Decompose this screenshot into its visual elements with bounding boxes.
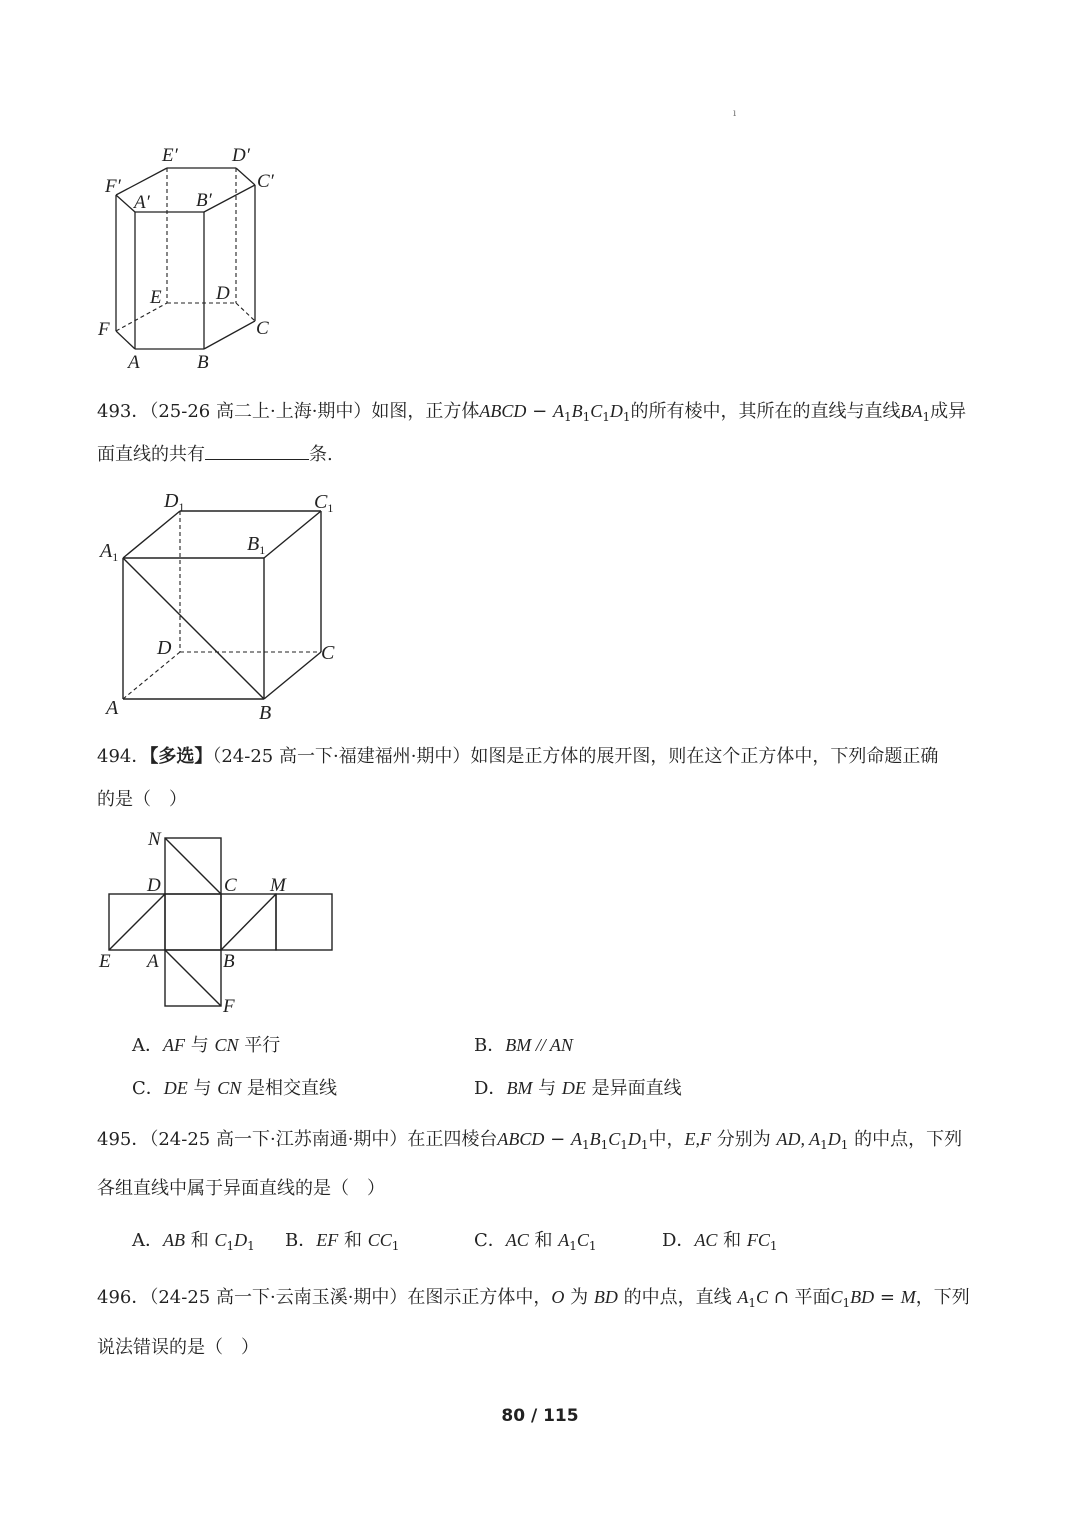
text: 是相交直线 (241, 1078, 337, 1099)
label-D1: $D_1$ (164, 490, 185, 514)
label-F: F (98, 319, 110, 340)
q494-number: 494． (97, 746, 150, 767)
q494-line2 (97, 789, 187, 811)
q496-C: C (755, 1287, 768, 1307)
sub1: 1 (391, 1239, 400, 1253)
q495-option-d[interactable] (662, 1229, 778, 1257)
page-number: 80 / 115 (501, 1406, 579, 1426)
q495-D1b: D (827, 1129, 841, 1149)
q493-answer-blank[interactable] (205, 443, 309, 460)
sub1: 1 (820, 1138, 828, 1152)
label-E: E (99, 951, 111, 972)
sub1: 1 (602, 410, 610, 424)
net-face-center (165, 894, 221, 950)
option-letter: B． (285, 1230, 317, 1251)
label-B: B (259, 702, 272, 724)
q496-O: O (551, 1287, 565, 1307)
label-C1: $C_1$ (314, 491, 334, 515)
edge-FpEp (116, 168, 167, 195)
label-A: A (128, 352, 140, 373)
label-C: C (224, 875, 237, 896)
q495-text4: 的中点，下列 (848, 1129, 963, 1150)
label-Bp: B′ (196, 190, 212, 211)
q495-text1: 在正四棱台 (407, 1129, 498, 1150)
diagonal-NC (165, 838, 221, 894)
sub1: 1 (640, 1138, 649, 1152)
q495-A1: A (570, 1129, 582, 1149)
sub1: 1 (922, 410, 931, 424)
math: D (234, 1230, 248, 1250)
q495-B1: B (589, 1129, 601, 1149)
sub1: 1 (226, 1239, 235, 1253)
option-letter: A． (132, 1035, 163, 1056)
q494-source: （24-25 高一下·福建福州·期中） (212, 746, 471, 767)
sub1: 1 (748, 1296, 756, 1310)
math: CN (214, 1035, 239, 1055)
option-letter: D． (662, 1230, 695, 1251)
math: CC (367, 1230, 392, 1250)
sub1: 1 (563, 410, 572, 424)
q493-line2-text: 面直线的共有 (97, 444, 205, 465)
text: 与 (187, 1078, 218, 1099)
diagonal-ED (109, 894, 165, 950)
q495-line1 (97, 1128, 962, 1156)
math: DE (561, 1078, 586, 1098)
q496-BD: BD (593, 1287, 618, 1307)
net-face-far-right (276, 894, 332, 950)
label-C: C (256, 318, 269, 339)
q496-BD2: BD (850, 1287, 875, 1307)
math: FC (746, 1230, 770, 1250)
sub1: 1 (581, 1138, 590, 1152)
q494-text1: 如图是正方体的展开图，则在这个正方体中，下列命题正确 (470, 746, 939, 767)
math: CN (217, 1078, 242, 1098)
q493-text3: 成异 (930, 401, 967, 422)
math: AB (163, 1230, 185, 1250)
math: C (214, 1230, 227, 1250)
text: 与 (532, 1078, 562, 1099)
q496-text5: ，下列 (915, 1287, 970, 1308)
q493-dash: − (526, 401, 553, 422)
q494-line1 (97, 746, 938, 768)
text: 和 (185, 1230, 215, 1251)
q495-cube: ABCD (497, 1129, 545, 1149)
hexagonal-prism-figure (90, 138, 290, 378)
text: 和 (717, 1230, 747, 1251)
label-A1: $A_1$ (100, 540, 119, 564)
edge-B1C1 (264, 511, 321, 558)
label-N: N (148, 829, 161, 850)
q495-AD: AD, A (776, 1129, 821, 1149)
edge-DC (236, 303, 255, 321)
diagonal-A1B (123, 558, 264, 699)
text: 是异面直线 (585, 1078, 682, 1099)
q493-A1: A (552, 401, 564, 421)
q495-D1: D (627, 1129, 641, 1149)
sub1: 1 (588, 1239, 597, 1253)
math: AC (505, 1230, 529, 1250)
q496-text3: 的中点，直线 (617, 1287, 738, 1308)
sub1: 1 (582, 410, 591, 424)
sub1: 1 (620, 1138, 628, 1152)
q495-line2-text: 各组直线中属于异面直线的是（ ） (97, 1178, 385, 1199)
q493-B1: B (571, 401, 583, 421)
sub1: 1 (622, 410, 631, 424)
q496-cap: ∩ (767, 1287, 795, 1308)
label-Fp: F′ (105, 176, 121, 197)
math: AF (163, 1035, 185, 1055)
math: BM // AN (505, 1035, 573, 1055)
label-D: D (157, 637, 172, 659)
label-D: D (216, 283, 230, 304)
label-Ap: A′ (134, 192, 150, 213)
text: 和 (338, 1230, 368, 1251)
q496-line1 (97, 1286, 970, 1314)
sub1: 1 (769, 1239, 778, 1253)
header-mark: ı (733, 108, 737, 119)
q493-C1: C (590, 401, 603, 421)
sub1: 1 (842, 1296, 851, 1310)
label-D: D (147, 875, 161, 896)
option-letter: C． (132, 1078, 164, 1099)
label-A: A (147, 951, 159, 972)
q496-A1: A (737, 1287, 749, 1307)
q495-source: （24-25 高一下·江苏南通·期中） (149, 1129, 408, 1150)
q495-text2: 中， (648, 1129, 685, 1150)
q496-line2 (97, 1337, 259, 1359)
sub1: 1 (600, 1138, 609, 1152)
q495-line2 (97, 1178, 385, 1200)
q496-number: 496． (97, 1287, 150, 1308)
option-letter: A． (132, 1230, 163, 1251)
math: EF (316, 1230, 339, 1250)
q493-line1 (97, 400, 966, 428)
math: A (558, 1230, 570, 1250)
text: 和 (528, 1230, 559, 1251)
math: C (576, 1230, 589, 1250)
q493-BA1: BA (900, 401, 923, 421)
q496-source: （24-25 高一下·云南玉溪·期中） (149, 1287, 408, 1308)
q493-number: 493． (97, 401, 150, 422)
cube-net-figure (96, 826, 346, 1018)
label-F: F (223, 996, 235, 1017)
label-B1: $B_1$ (247, 533, 266, 557)
cube-figure (92, 484, 352, 724)
option-letter: D． (474, 1078, 507, 1099)
edge-FA (116, 331, 135, 349)
option-letter: C． (474, 1230, 506, 1251)
label-Ep: E′ (162, 145, 178, 166)
q495-option-c[interactable] (474, 1229, 597, 1257)
q494-line2-text: 的是（ ） (97, 789, 187, 810)
label-Cp: C′ (257, 171, 274, 192)
edge-ApFp (116, 195, 135, 212)
q496-M: M (900, 1287, 916, 1307)
q495-EF: E,F (684, 1129, 712, 1149)
edge-BC (264, 652, 321, 699)
q496-text2: 为 (564, 1287, 594, 1308)
label-M: M (270, 875, 286, 896)
q493-D1: D (609, 401, 623, 421)
q495-option-b[interactable] (285, 1229, 399, 1257)
q495-number: 495． (97, 1129, 150, 1150)
sub1: 1 (840, 1138, 849, 1152)
math: AC (694, 1230, 718, 1250)
q496-eq: = (874, 1287, 901, 1308)
edge-DpCp (236, 168, 255, 185)
q495-text3: 分别为 (711, 1129, 777, 1150)
diagonal-BM (221, 894, 276, 950)
q496-text4: 平面 (794, 1287, 831, 1308)
label-B: B (223, 951, 235, 972)
q495-C1: C (608, 1129, 621, 1149)
q493-line2-end: 条. (309, 444, 333, 465)
option-letter: B． (474, 1035, 506, 1056)
sub1: 1 (247, 1239, 255, 1253)
q495-option-a[interactable] (132, 1229, 255, 1257)
label-A: A (106, 697, 119, 719)
q493-text1: 如图，正方体 (371, 401, 480, 422)
edge-BC (204, 321, 255, 349)
q496-line2-text: 说法错误的是（ ） (97, 1337, 259, 1358)
q496-text1: 在图示正方体中， (407, 1287, 552, 1308)
label-E: E (150, 287, 162, 308)
edge-AD (123, 652, 180, 699)
label-B: B (197, 352, 209, 373)
math: BM (506, 1078, 533, 1098)
text: 与 (185, 1035, 215, 1056)
q494-option-b[interactable] (474, 1034, 573, 1057)
q495-dash: − (544, 1129, 571, 1150)
edge-A1D1 (123, 511, 180, 558)
q493-text2: 的所有棱中，其所在的直线与直线 (630, 401, 901, 422)
q494-multi-tag: 【多选】 (149, 746, 213, 767)
label-Dp: D′ (232, 145, 250, 166)
text: 平行 (238, 1035, 281, 1056)
diagonal-AF (165, 950, 221, 1006)
label-C: C (321, 642, 335, 664)
q493-source: （25-26 高二上·上海·期中） (149, 401, 372, 422)
q493-cube: ABCD (479, 401, 527, 421)
q494-option-a[interactable] (132, 1034, 280, 1057)
q494-option-c[interactable] (132, 1077, 337, 1100)
q494-option-d[interactable] (474, 1077, 682, 1100)
q496-C1: C (830, 1287, 843, 1307)
q493-line2 (97, 443, 333, 466)
sub1: 1 (569, 1239, 577, 1253)
math: DE (163, 1078, 188, 1098)
